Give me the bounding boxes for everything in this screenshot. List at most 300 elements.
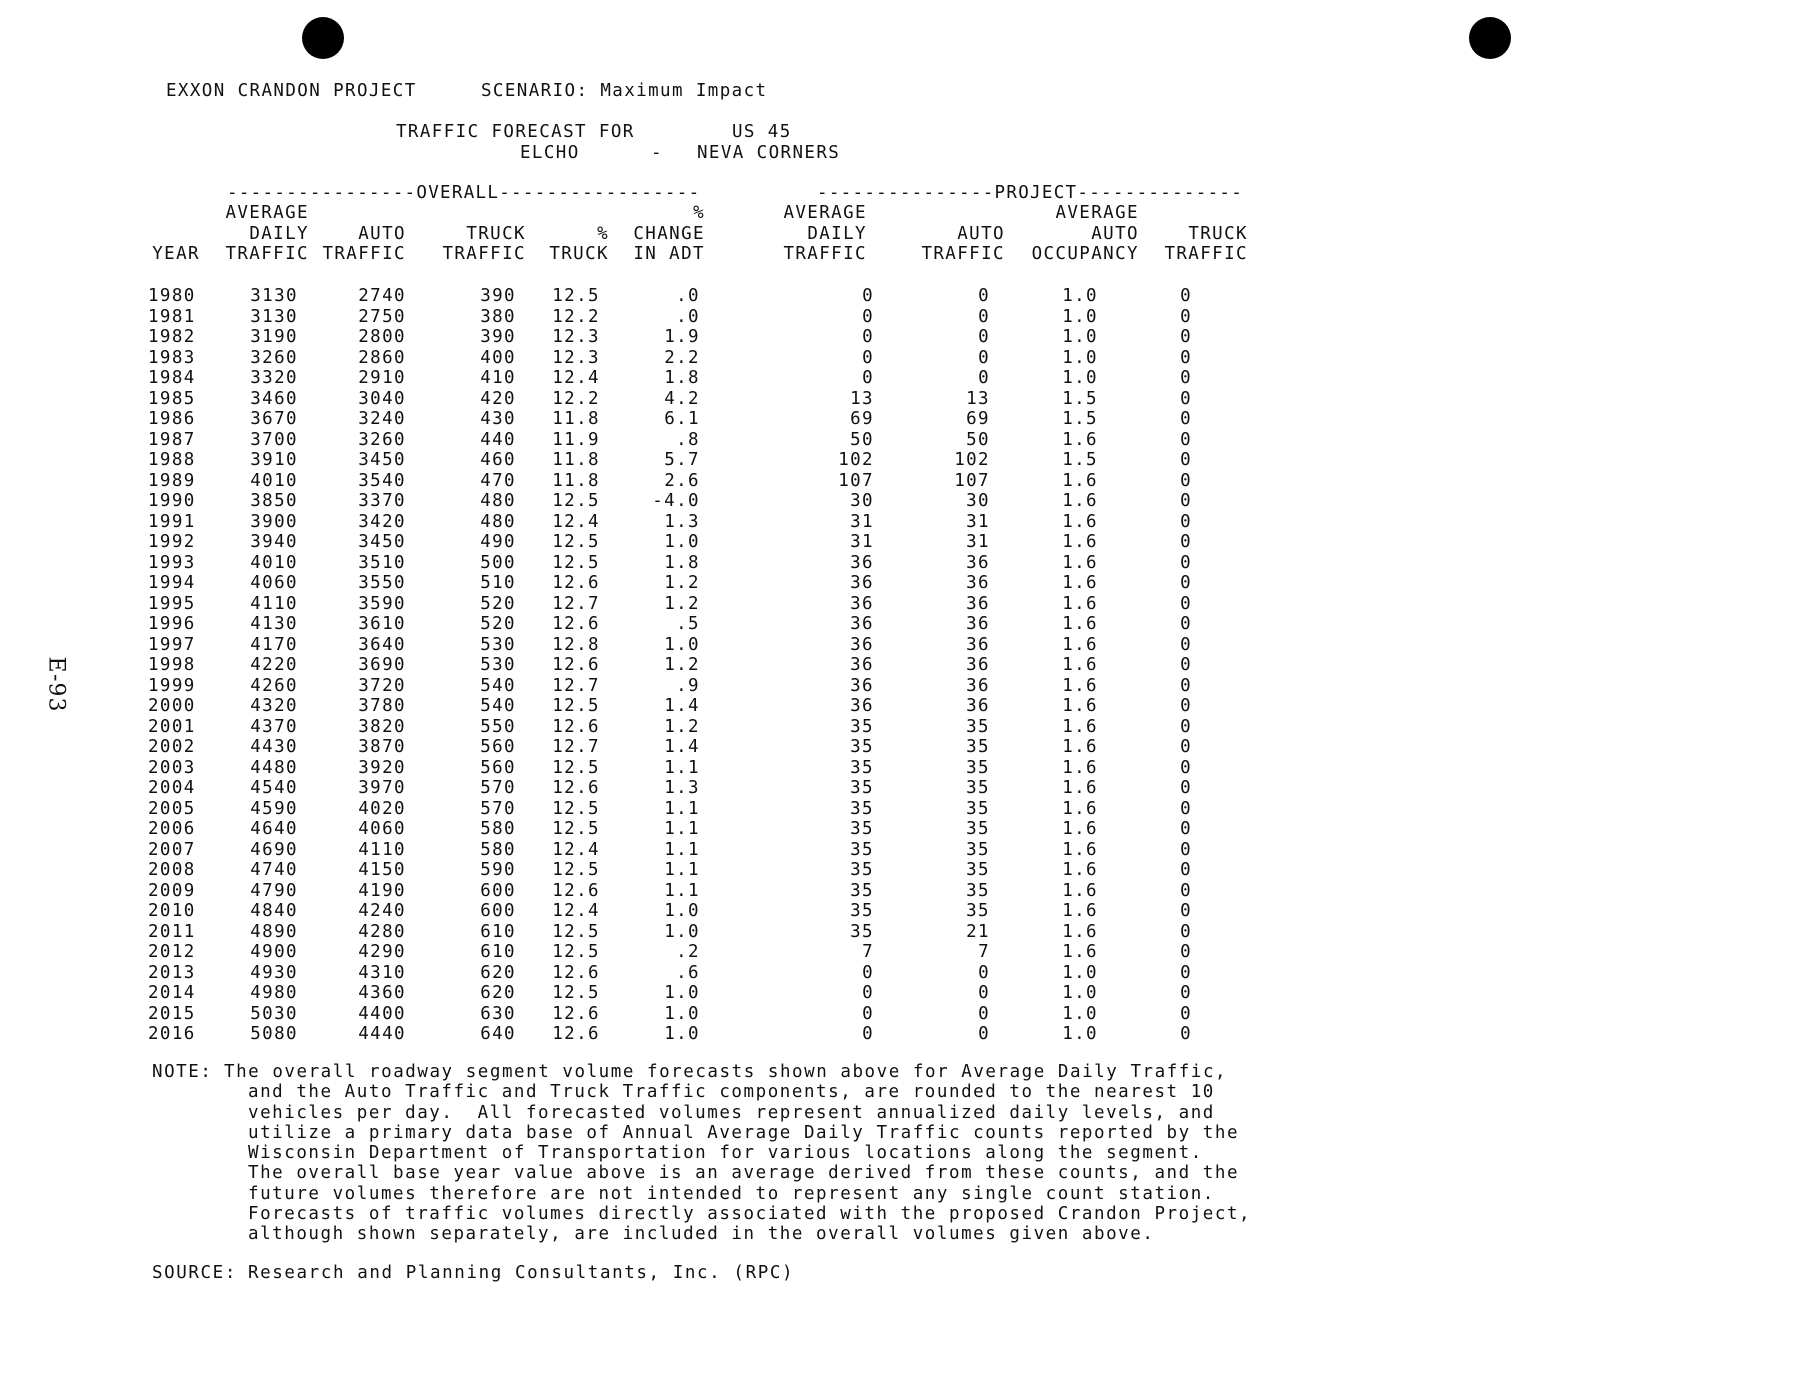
table-row xyxy=(148,840,1220,861)
cell-overall-adt: 3900 xyxy=(250,511,298,532)
cell-project-occupancy: 1.6 xyxy=(1062,798,1098,819)
cell-overall-adt: 4010 xyxy=(250,552,298,573)
cell-project-truck: 0 xyxy=(1180,552,1192,573)
cell-overall-adt: 4790 xyxy=(250,880,298,901)
table-row xyxy=(148,348,1220,369)
cell-overall-auto: 4110 xyxy=(358,839,406,860)
cell-project-auto: 36 xyxy=(966,593,990,614)
cell-project-occupancy: 1.0 xyxy=(1062,1024,1098,1045)
cell-year: 1996 xyxy=(148,614,196,635)
cell-year: 2011 xyxy=(148,921,196,942)
cell-overall-auto: 3640 xyxy=(358,634,406,655)
cell-overall-pct-change: 1.1 xyxy=(664,798,700,819)
cell-overall-truck: 390 xyxy=(480,286,516,307)
cell-overall-pct-truck: 12.6 xyxy=(552,573,600,594)
cell-overall-auto: 3870 xyxy=(358,737,406,758)
cell-overall-auto: 3970 xyxy=(358,778,406,799)
cell-overall-pct-change: .6 xyxy=(676,962,700,983)
cell-project-occupancy: 1.6 xyxy=(1062,921,1098,942)
cell-overall-auto: 3690 xyxy=(358,655,406,676)
project-group-header: ---------------PROJECT-------------- xyxy=(817,183,1244,203)
cell-project-auto: 31 xyxy=(966,511,990,532)
cell-project-adt: 36 xyxy=(850,573,874,594)
cell-overall-pct-change: 1.2 xyxy=(664,655,700,676)
cell-project-auto: 0 xyxy=(978,1024,990,1045)
cell-overall-auto: 3920 xyxy=(358,757,406,778)
cell-project-occupancy: 1.6 xyxy=(1062,860,1098,881)
cell-project-truck: 0 xyxy=(1180,655,1192,676)
table-row xyxy=(148,594,1220,615)
cell-project-auto: 107 xyxy=(954,470,990,491)
cell-project-auto: 102 xyxy=(954,450,990,471)
cell-project-adt: 35 xyxy=(850,921,874,942)
cell-year: 2001 xyxy=(148,716,196,737)
traffic-forecast-table xyxy=(148,286,1220,1045)
table-body xyxy=(148,286,1220,1045)
column-header-year-line3: YEAR xyxy=(152,244,200,264)
cell-overall-truck: 420 xyxy=(480,388,516,409)
cell-project-auto: 35 xyxy=(966,778,990,799)
cell-overall-truck: 600 xyxy=(480,901,516,922)
cell-year: 2008 xyxy=(148,860,196,881)
cell-project-truck: 0 xyxy=(1180,942,1192,963)
cell-overall-adt: 4930 xyxy=(250,962,298,983)
cell-project-auto: 35 xyxy=(966,860,990,881)
cell-overall-adt: 4010 xyxy=(250,470,298,491)
cell-overall-auto: 3260 xyxy=(358,429,406,450)
cell-project-truck: 0 xyxy=(1180,327,1192,348)
cell-overall-auto: 4060 xyxy=(358,819,406,840)
cell-project-truck: 0 xyxy=(1180,450,1192,471)
cell-project-occupancy: 1.6 xyxy=(1062,737,1098,758)
cell-project-adt: 35 xyxy=(850,778,874,799)
cell-project-truck: 0 xyxy=(1180,778,1192,799)
cell-year: 2005 xyxy=(148,798,196,819)
cell-overall-truck: 530 xyxy=(480,634,516,655)
table-row xyxy=(148,922,1220,943)
cell-overall-pct-truck: 12.4 xyxy=(552,901,600,922)
cell-project-adt: 0 xyxy=(862,327,874,348)
cell-overall-adt: 4890 xyxy=(250,921,298,942)
cell-overall-truck: 380 xyxy=(480,306,516,327)
column-header-project-auto-line3: TRAFFIC xyxy=(921,244,1005,264)
segment-from: ELCHO xyxy=(520,143,580,163)
cell-project-occupancy: 1.0 xyxy=(1062,286,1098,307)
cell-project-truck: 0 xyxy=(1180,491,1192,512)
cell-overall-adt: 4690 xyxy=(250,839,298,860)
cell-overall-auto: 4190 xyxy=(358,880,406,901)
cell-overall-pct-change: 4.2 xyxy=(664,388,700,409)
cell-overall-truck: 410 xyxy=(480,368,516,389)
cell-project-occupancy: 1.5 xyxy=(1062,450,1098,471)
column-header-overall-truck-line2: TRUCK xyxy=(466,223,526,244)
cell-year: 2006 xyxy=(148,819,196,840)
cell-overall-pct-truck: 12.5 xyxy=(552,491,600,512)
cell-project-occupancy: 1.6 xyxy=(1062,552,1098,573)
cell-overall-pct-change: -4.0 xyxy=(652,491,700,512)
cell-project-truck: 0 xyxy=(1180,737,1192,758)
cell-year: 2013 xyxy=(148,962,196,983)
cell-overall-pct-truck: 12.8 xyxy=(552,634,600,655)
cell-overall-auto: 4280 xyxy=(358,921,406,942)
cell-project-auto: 35 xyxy=(966,901,990,922)
cell-project-truck: 0 xyxy=(1180,470,1192,491)
column-header-project-occupancy-line1: AVERAGE xyxy=(1055,203,1139,223)
project-title: EXXON CRANDON PROJECT xyxy=(166,81,417,101)
cell-project-adt: 107 xyxy=(838,470,874,491)
cell-overall-pct-truck: 12.5 xyxy=(552,552,600,573)
cell-overall-adt: 4060 xyxy=(250,573,298,594)
cell-overall-pct-change: .9 xyxy=(676,675,700,696)
cell-project-truck: 0 xyxy=(1180,388,1192,409)
cell-project-adt: 35 xyxy=(850,819,874,840)
cell-project-truck: 0 xyxy=(1180,1003,1192,1024)
table-row xyxy=(148,635,1220,656)
cell-overall-truck: 460 xyxy=(480,450,516,471)
cell-year: 2009 xyxy=(148,880,196,901)
source-label: SOURCE: xyxy=(152,1263,237,1283)
column-header-overall-pct-change-line3: IN ADT xyxy=(633,244,705,264)
cell-overall-adt: 4480 xyxy=(250,757,298,778)
cell-overall-auto: 2800 xyxy=(358,327,406,348)
cell-year: 1980 xyxy=(148,286,196,307)
note-line: vehicles per day. All forecasted volumes represent annualized daily levels, and xyxy=(248,1102,1215,1123)
cell-overall-adt: 4430 xyxy=(250,737,298,758)
cell-overall-pct-truck: 12.5 xyxy=(552,798,600,819)
cell-project-adt: 30 xyxy=(850,491,874,512)
table-row xyxy=(148,881,1220,902)
cell-overall-pct-truck: 12.7 xyxy=(552,593,600,614)
cell-project-auto: 36 xyxy=(966,552,990,573)
cell-overall-pct-change: 1.0 xyxy=(664,1024,700,1045)
cell-year: 1985 xyxy=(148,388,196,409)
cell-overall-pct-change: 1.3 xyxy=(664,511,700,532)
cell-overall-pct-change: 1.2 xyxy=(664,716,700,737)
cell-project-adt: 36 xyxy=(850,655,874,676)
cell-project-adt: 31 xyxy=(850,532,874,553)
note-line: future volumes therefore are not intended to represent any single count station. xyxy=(248,1183,1215,1204)
cell-project-truck: 0 xyxy=(1180,921,1192,942)
cell-overall-truck: 580 xyxy=(480,819,516,840)
cell-overall-pct-change: 1.1 xyxy=(664,757,700,778)
cell-project-adt: 0 xyxy=(862,1024,874,1045)
source-text: Research and Planning Consultants, Inc. (RPC) xyxy=(248,1263,795,1283)
cell-overall-pct-change: 1.4 xyxy=(664,696,700,717)
cell-project-auto: 13 xyxy=(966,388,990,409)
cell-project-auto: 35 xyxy=(966,880,990,901)
cell-project-occupancy: 1.6 xyxy=(1062,634,1098,655)
cell-overall-auto: 2860 xyxy=(358,347,406,368)
cell-overall-pct-change: 1.1 xyxy=(664,839,700,860)
cell-project-auto: 36 xyxy=(966,655,990,676)
cell-project-truck: 0 xyxy=(1180,306,1192,327)
cell-project-truck: 0 xyxy=(1180,962,1192,983)
cell-year: 2016 xyxy=(148,1024,196,1045)
cell-year: 2002 xyxy=(148,737,196,758)
cell-project-auto: 50 xyxy=(966,429,990,450)
cell-overall-pct-change: 1.0 xyxy=(664,634,700,655)
cell-year: 2015 xyxy=(148,1003,196,1024)
cell-project-adt: 36 xyxy=(850,552,874,573)
cell-overall-pct-change: .0 xyxy=(676,286,700,307)
cell-year: 2010 xyxy=(148,901,196,922)
cell-overall-adt: 4320 xyxy=(250,696,298,717)
cell-overall-pct-change: 1.4 xyxy=(664,737,700,758)
cell-project-auto: 0 xyxy=(978,1003,990,1024)
cell-overall-truck: 570 xyxy=(480,798,516,819)
cell-overall-truck: 550 xyxy=(480,716,516,737)
cell-project-occupancy: 1.6 xyxy=(1062,880,1098,901)
cell-project-truck: 0 xyxy=(1180,532,1192,553)
cell-overall-pct-truck: 12.6 xyxy=(552,880,600,901)
cell-project-occupancy: 1.6 xyxy=(1062,696,1098,717)
cell-project-adt: 7 xyxy=(862,942,874,963)
cell-project-adt: 35 xyxy=(850,737,874,758)
cell-overall-pct-truck: 12.5 xyxy=(552,757,600,778)
column-header-project-occupancy-line2: AUTO xyxy=(1091,223,1139,244)
cell-project-occupancy: 1.5 xyxy=(1062,409,1098,430)
cell-project-truck: 0 xyxy=(1180,634,1192,655)
table-row xyxy=(148,368,1220,389)
cell-overall-adt: 3850 xyxy=(250,491,298,512)
cell-project-auto: 0 xyxy=(978,962,990,983)
cell-overall-adt: 4260 xyxy=(250,675,298,696)
cell-project-occupancy: 1.0 xyxy=(1062,1003,1098,1024)
cell-project-occupancy: 1.6 xyxy=(1062,942,1098,963)
cell-overall-truck: 510 xyxy=(480,573,516,594)
cell-project-truck: 0 xyxy=(1180,1024,1192,1045)
table-row xyxy=(148,573,1220,594)
page-number: E-93 xyxy=(43,656,69,713)
cell-project-truck: 0 xyxy=(1180,593,1192,614)
cell-overall-truck: 480 xyxy=(480,511,516,532)
table-row xyxy=(148,430,1220,451)
cell-overall-pct-truck: 12.2 xyxy=(552,388,600,409)
cell-overall-pct-change: 1.1 xyxy=(664,880,700,901)
cell-project-truck: 0 xyxy=(1180,716,1192,737)
cell-project-adt: 35 xyxy=(850,839,874,860)
cell-overall-pct-truck: 12.5 xyxy=(552,819,600,840)
cell-overall-auto: 2740 xyxy=(358,286,406,307)
cell-overall-pct-truck: 12.6 xyxy=(552,614,600,635)
column-header-overall-pct-change-line1: % xyxy=(693,203,705,223)
table-row xyxy=(148,655,1220,676)
cell-year: 1981 xyxy=(148,306,196,327)
cell-overall-truck: 620 xyxy=(480,962,516,983)
cell-project-occupancy: 1.6 xyxy=(1062,573,1098,594)
cell-year: 1994 xyxy=(148,573,196,594)
cell-overall-pct-change: 1.1 xyxy=(664,860,700,881)
cell-overall-adt: 5030 xyxy=(250,1003,298,1024)
cell-overall-adt: 3940 xyxy=(250,532,298,553)
cell-overall-auto: 3540 xyxy=(358,470,406,491)
segment-dash: - xyxy=(651,143,663,163)
cell-year: 1984 xyxy=(148,368,196,389)
cell-project-truck: 0 xyxy=(1180,757,1192,778)
column-header-overall-auto-line3: TRAFFIC xyxy=(322,244,406,264)
table-row xyxy=(148,491,1220,512)
cell-overall-pct-change: 1.8 xyxy=(664,368,700,389)
table-row xyxy=(148,286,1220,307)
cell-project-occupancy: 1.6 xyxy=(1062,675,1098,696)
cell-overall-auto: 3550 xyxy=(358,573,406,594)
cell-year: 2012 xyxy=(148,942,196,963)
cell-project-auto: 35 xyxy=(966,839,990,860)
cell-year: 1987 xyxy=(148,429,196,450)
cell-overall-auto: 4150 xyxy=(358,860,406,881)
cell-overall-truck: 560 xyxy=(480,737,516,758)
cell-project-adt: 0 xyxy=(862,306,874,327)
cell-overall-pct-truck: 12.7 xyxy=(552,737,600,758)
cell-year: 1995 xyxy=(148,593,196,614)
cell-overall-truck: 520 xyxy=(480,614,516,635)
cell-overall-pct-truck: 12.2 xyxy=(552,306,600,327)
cell-project-auto: 7 xyxy=(978,942,990,963)
table-row xyxy=(148,778,1220,799)
cell-overall-pct-truck: 11.8 xyxy=(552,409,600,430)
cell-overall-pct-change: 1.2 xyxy=(664,593,700,614)
cell-overall-adt: 3670 xyxy=(250,409,298,430)
cell-project-truck: 0 xyxy=(1180,696,1192,717)
cell-overall-adt: 4370 xyxy=(250,716,298,737)
cell-overall-pct-change: 1.0 xyxy=(664,983,700,1004)
table-row xyxy=(148,737,1220,758)
cell-project-occupancy: 1.6 xyxy=(1062,593,1098,614)
cell-overall-pct-change: 1.0 xyxy=(664,921,700,942)
punch-hole-left xyxy=(302,17,344,59)
cell-overall-pct-truck: 12.5 xyxy=(552,983,600,1004)
cell-project-occupancy: 1.6 xyxy=(1062,819,1098,840)
cell-project-occupancy: 1.6 xyxy=(1062,778,1098,799)
cell-project-occupancy: 1.5 xyxy=(1062,388,1098,409)
cell-project-auto: 0 xyxy=(978,306,990,327)
cell-overall-truck: 610 xyxy=(480,942,516,963)
cell-overall-pct-truck: 12.6 xyxy=(552,1003,600,1024)
punch-hole-right xyxy=(1469,17,1511,59)
cell-project-auto: 35 xyxy=(966,737,990,758)
cell-overall-auto: 2910 xyxy=(358,368,406,389)
cell-overall-pct-truck: 12.5 xyxy=(552,942,600,963)
cell-overall-adt: 3130 xyxy=(250,306,298,327)
column-header-project-occupancy-line3: OCCUPANCY xyxy=(1031,244,1139,264)
cell-year: 1991 xyxy=(148,511,196,532)
cell-overall-pct-truck: 12.3 xyxy=(552,327,600,348)
cell-year: 1990 xyxy=(148,491,196,512)
table-row xyxy=(148,471,1220,492)
cell-overall-truck: 560 xyxy=(480,757,516,778)
note-line: utilize a primary data base of Annual Average Daily Traffic counts reported by the xyxy=(248,1122,1240,1143)
cell-project-auto: 35 xyxy=(966,757,990,778)
cell-project-truck: 0 xyxy=(1180,429,1192,450)
cell-project-auto: 0 xyxy=(978,983,990,1004)
cell-overall-pct-change: 6.1 xyxy=(664,409,700,430)
cell-overall-adt: 3130 xyxy=(250,286,298,307)
cell-overall-truck: 440 xyxy=(480,429,516,450)
cell-overall-pct-change: .2 xyxy=(676,942,700,963)
cell-overall-pct-truck: 11.8 xyxy=(552,450,600,471)
table-row xyxy=(148,512,1220,533)
cell-project-truck: 0 xyxy=(1180,901,1192,922)
cell-project-adt: 35 xyxy=(850,860,874,881)
cell-year: 1998 xyxy=(148,655,196,676)
cell-project-truck: 0 xyxy=(1180,614,1192,635)
cell-project-adt: 50 xyxy=(850,429,874,450)
table-row xyxy=(148,409,1220,430)
table-row xyxy=(148,532,1220,553)
cell-overall-truck: 580 xyxy=(480,839,516,860)
cell-project-truck: 0 xyxy=(1180,286,1192,307)
cell-overall-truck: 400 xyxy=(480,347,516,368)
cell-project-occupancy: 1.6 xyxy=(1062,470,1098,491)
cell-overall-adt: 3910 xyxy=(250,450,298,471)
cell-overall-truck: 530 xyxy=(480,655,516,676)
cell-overall-adt: 3460 xyxy=(250,388,298,409)
table-row xyxy=(148,327,1220,348)
note-line: The overall roadway segment volume forecasts shown above for Average Daily Traffic, xyxy=(224,1062,1228,1082)
cell-year: 2014 xyxy=(148,983,196,1004)
route-name: US 45 xyxy=(732,122,792,142)
table-row xyxy=(148,676,1220,697)
cell-project-auto: 35 xyxy=(966,819,990,840)
column-header-overall-pct-truck-line3: TRUCK xyxy=(549,244,609,264)
cell-project-auto: 36 xyxy=(966,675,990,696)
cell-project-auto: 35 xyxy=(966,798,990,819)
cell-project-auto: 36 xyxy=(966,634,990,655)
cell-overall-adt: 5080 xyxy=(250,1024,298,1045)
table-row xyxy=(148,983,1220,1004)
cell-project-truck: 0 xyxy=(1180,860,1192,881)
overall-group-header: ----------------OVERALL----------------- xyxy=(227,183,701,203)
cell-project-occupancy: 1.6 xyxy=(1062,757,1098,778)
cell-year: 1992 xyxy=(148,532,196,553)
cell-overall-pct-truck: 12.4 xyxy=(552,511,600,532)
cell-overall-auto: 3240 xyxy=(358,409,406,430)
cell-overall-pct-change: 1.3 xyxy=(664,778,700,799)
column-header-overall-adt-line1: AVERAGE xyxy=(225,203,309,223)
column-header-overall-auto-line2: AUTO xyxy=(358,223,406,244)
cell-project-adt: 13 xyxy=(850,388,874,409)
cell-project-adt: 36 xyxy=(850,593,874,614)
cell-overall-adt: 4740 xyxy=(250,860,298,881)
cell-overall-adt: 3320 xyxy=(250,368,298,389)
cell-project-adt: 36 xyxy=(850,634,874,655)
column-header-project-adt-line2: DAILY xyxy=(807,223,867,244)
cell-project-adt: 0 xyxy=(862,962,874,983)
cell-project-auto: 0 xyxy=(978,286,990,307)
cell-overall-pct-truck: 12.6 xyxy=(552,1024,600,1045)
table-row xyxy=(148,860,1220,881)
cell-overall-adt: 4540 xyxy=(250,778,298,799)
cell-overall-auto: 2750 xyxy=(358,306,406,327)
cell-overall-truck: 430 xyxy=(480,409,516,430)
cell-overall-auto: 4020 xyxy=(358,798,406,819)
cell-overall-pct-change: 1.2 xyxy=(664,573,700,594)
cell-overall-pct-change: 1.0 xyxy=(664,532,700,553)
cell-overall-auto: 3780 xyxy=(358,696,406,717)
cell-project-truck: 0 xyxy=(1180,347,1192,368)
cell-overall-truck: 490 xyxy=(480,532,516,553)
cell-overall-adt: 4980 xyxy=(250,983,298,1004)
cell-project-truck: 0 xyxy=(1180,819,1192,840)
cell-year: 2007 xyxy=(148,839,196,860)
cell-project-adt: 0 xyxy=(862,1003,874,1024)
cell-overall-pct-truck: 11.8 xyxy=(552,470,600,491)
cell-overall-pct-truck: 12.5 xyxy=(552,532,600,553)
cell-project-truck: 0 xyxy=(1180,798,1192,819)
cell-project-auto: 30 xyxy=(966,491,990,512)
cell-project-adt: 69 xyxy=(850,409,874,430)
cell-overall-auto: 3450 xyxy=(358,450,406,471)
